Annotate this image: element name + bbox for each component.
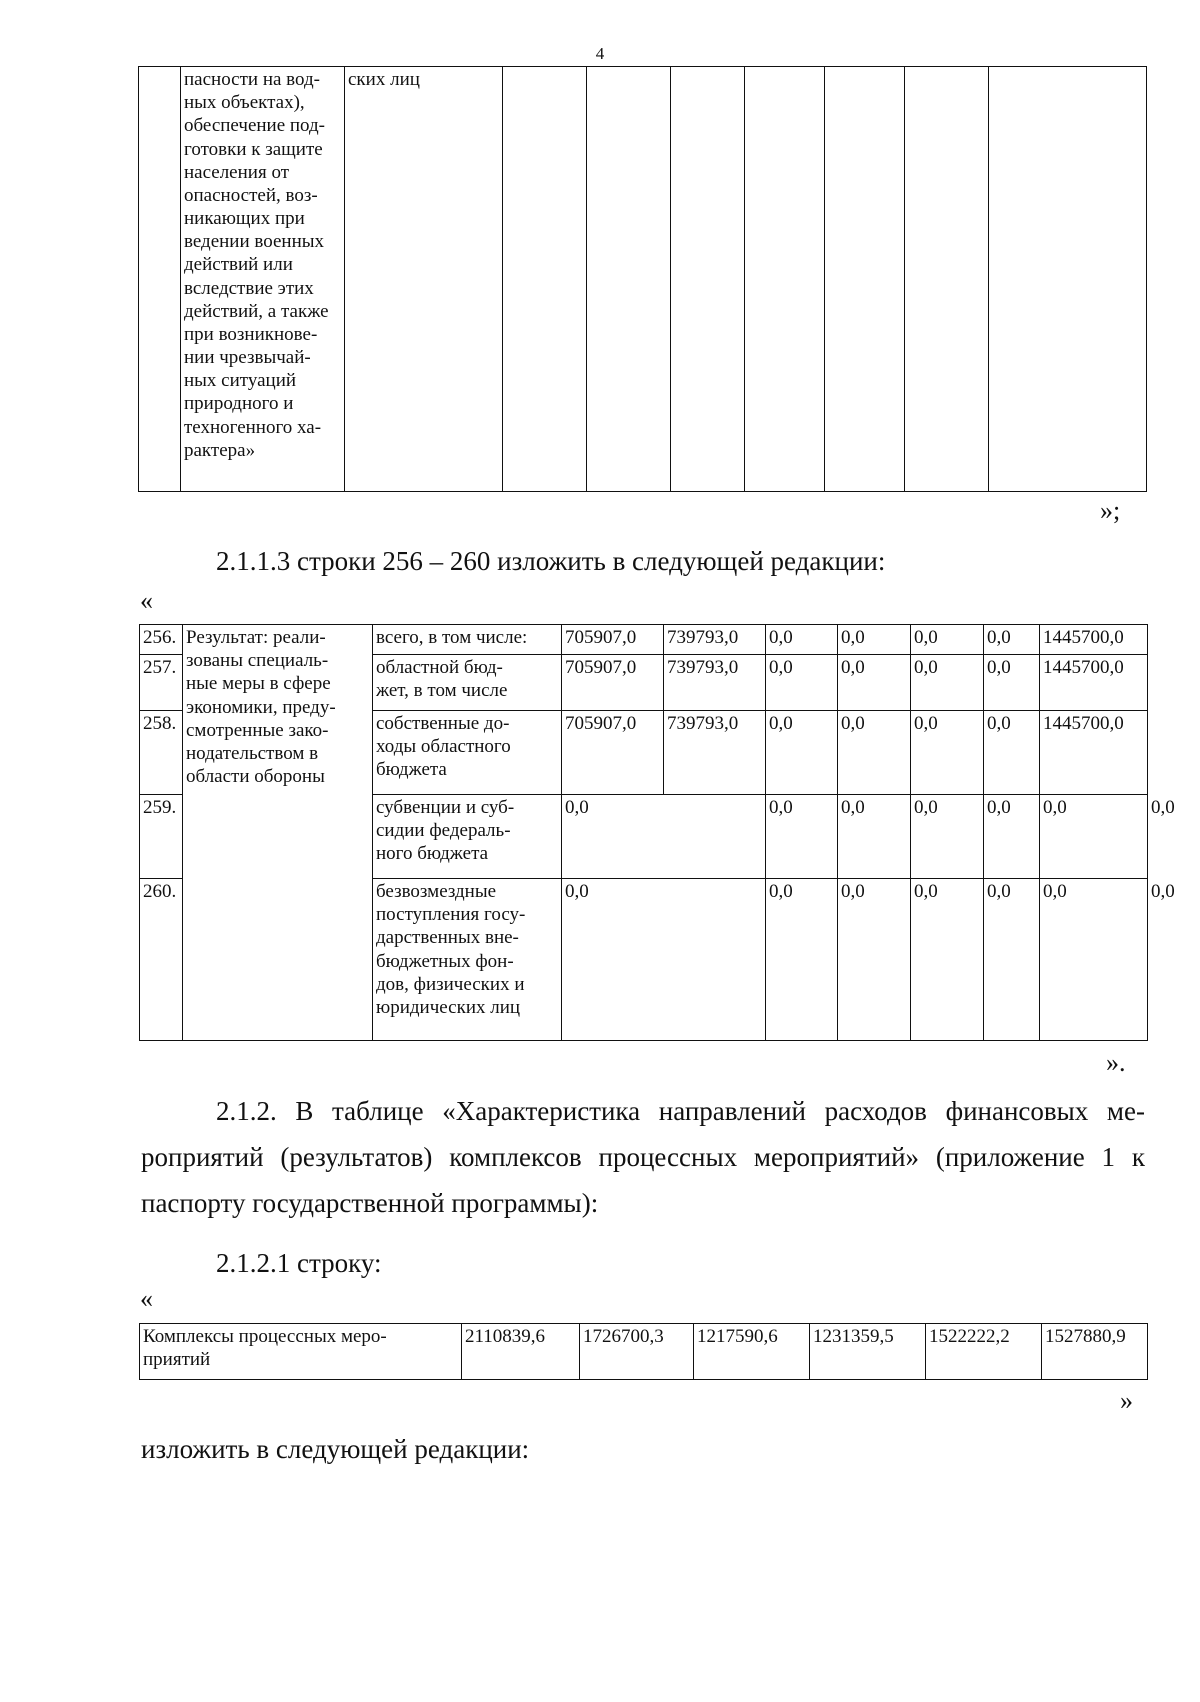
value-cell: 1726700,3 bbox=[580, 1324, 694, 1380]
value-cell: 0,0 bbox=[1040, 879, 1148, 1041]
section-heading-2113: 2.1.1.3 строки 256 – 260 изложить в следующей редакции: bbox=[216, 546, 886, 576]
value-cell: 1445700,0 bbox=[1040, 655, 1148, 711]
page-number: 4 bbox=[595, 44, 605, 63]
value-cell: 739793,0 bbox=[664, 711, 766, 795]
row-number: 259. bbox=[140, 795, 183, 879]
value-cell: 0,0 bbox=[911, 795, 984, 879]
value-cell: 1231359,5 bbox=[810, 1324, 926, 1380]
cell-empty bbox=[671, 67, 745, 492]
row-number: 256. bbox=[140, 625, 183, 655]
cell-measure-name: пасности на вод- ных объектах), обеспечение под- готовки к защите населения от опасностей, воз- никающих при ведении военных действий или вследствие этих действий, а также при возникнове- нии чрезвычай- ных ситуаций природного и техногенного ха- рактера» bbox=[181, 67, 345, 492]
value-cell: 0,0 bbox=[766, 655, 838, 711]
table-rows-256-260 bbox=[139, 624, 1175, 1041]
value-cell: 739793,0 bbox=[664, 655, 766, 711]
value-cell: 705907,0 bbox=[562, 655, 664, 711]
paragraph-first-line: 2.1.2. В таблице «Характеристика направлений расходов финансовых ме- bbox=[216, 1096, 1145, 1126]
table-process-complexes bbox=[139, 1323, 1148, 1380]
value-cell: 0,0 bbox=[984, 625, 1040, 655]
cell-number bbox=[139, 67, 181, 492]
paragraph-rest: роприятий (результатов) комплексов процессных мероприятий» (приложение 1 к паспорту государственной программы): bbox=[141, 1142, 1145, 1218]
table-row bbox=[140, 1324, 1148, 1380]
value-cell: 0,0 bbox=[911, 711, 984, 795]
value-cell: 1217590,6 bbox=[694, 1324, 810, 1380]
table-row bbox=[139, 67, 1147, 492]
value-cell: 0,0 bbox=[766, 625, 838, 655]
value-cell: 0,0 bbox=[984, 655, 1040, 711]
cell-empty bbox=[905, 67, 989, 492]
value-cell: 0,0 bbox=[838, 795, 911, 879]
funding-source: собственные до- ходы областного бюджета bbox=[373, 711, 562, 795]
funding-source: всего, в том числе: bbox=[373, 625, 562, 655]
value-cell: 1522222,2 bbox=[926, 1324, 1042, 1380]
value-cell: 0,0 bbox=[838, 655, 911, 711]
cell-empty bbox=[745, 67, 825, 492]
value-cell: 0,0 bbox=[562, 795, 766, 879]
value-cell: 0,0 bbox=[984, 795, 1040, 879]
opening-quote: « bbox=[140, 1284, 153, 1313]
value-cell: 0,0 bbox=[766, 711, 838, 795]
cell-source: ских лиц bbox=[345, 67, 503, 492]
value-cell: 705907,0 bbox=[562, 711, 664, 795]
complex-label: Комплексы процессных меро- приятий bbox=[140, 1324, 462, 1380]
value-cell: 0,0 bbox=[1040, 795, 1148, 879]
row-number: 257. bbox=[140, 655, 183, 711]
row-number: 260. bbox=[140, 879, 183, 1041]
funding-source: субвенции и суб- сидии федераль- ного бюджета bbox=[373, 795, 562, 879]
paragraph-212 bbox=[141, 1088, 1145, 1226]
section-heading-2121: 2.1.2.1 строку: bbox=[216, 1248, 382, 1278]
value-cell: 0,0 bbox=[911, 655, 984, 711]
value-cell: 0,0 bbox=[911, 625, 984, 655]
value-cell: 1445700,0 bbox=[1040, 711, 1148, 795]
table-row: 259. субвенции и суб- сидии федераль- ного бюджета 0,0 0,0 0,0 0,0 0,0 0,0 0,0 bbox=[140, 795, 1148, 879]
value-cell: 1527880,9 bbox=[1042, 1324, 1148, 1380]
value-cell: 0,0 bbox=[984, 711, 1040, 795]
final-paragraph: изложить в следующей редакции: bbox=[141, 1434, 530, 1464]
value-cell: 0,0 bbox=[911, 879, 984, 1041]
table-continuation bbox=[138, 66, 1147, 492]
value-cell: 2110839,6 bbox=[462, 1324, 580, 1380]
result-description: Результат: реали- зованы специаль- ные меры в сфере экономики, преду- смотренные зако- нодательством в области обороны bbox=[183, 625, 373, 1041]
value-cell: 0,0 bbox=[838, 625, 911, 655]
value-cell: 0,0 bbox=[984, 879, 1040, 1041]
cell-empty bbox=[825, 67, 905, 492]
table-row bbox=[140, 625, 1148, 655]
cell-empty bbox=[587, 67, 671, 492]
value-cell: 0,0 bbox=[838, 879, 911, 1041]
funding-source: областной бюд- жет, в том числе bbox=[373, 655, 562, 711]
value-cell: 705907,0 bbox=[562, 625, 664, 655]
value-cell: 0,0 bbox=[766, 795, 838, 879]
cell-empty bbox=[503, 67, 587, 492]
opening-quote: « bbox=[140, 586, 153, 615]
table-row: 260. безвозмездные поступления госу- дарственных вне- бюджетных фон- дов, физических и юридических лиц 0,0 0,0 0,0 0,0 0,0 0,0 0,0 bbox=[140, 879, 1148, 1041]
value-cell: 0,0 bbox=[562, 879, 766, 1041]
closing-quote: » bbox=[1120, 1386, 1133, 1415]
row-number: 258. bbox=[140, 711, 183, 795]
value-cell: 739793,0 bbox=[664, 625, 766, 655]
value-cell: 0,0 bbox=[838, 711, 911, 795]
cell-empty bbox=[989, 67, 1147, 492]
value-cell: 1445700,0 bbox=[1040, 625, 1148, 655]
funding-source: безвозмездные поступления госу- дарственных вне- бюджетных фон- дов, физических и юридических лиц bbox=[373, 879, 562, 1041]
closing-quote: »; bbox=[1100, 496, 1121, 525]
value-cell: 0,0 bbox=[766, 879, 838, 1041]
closing-quote: ». bbox=[1106, 1048, 1126, 1077]
